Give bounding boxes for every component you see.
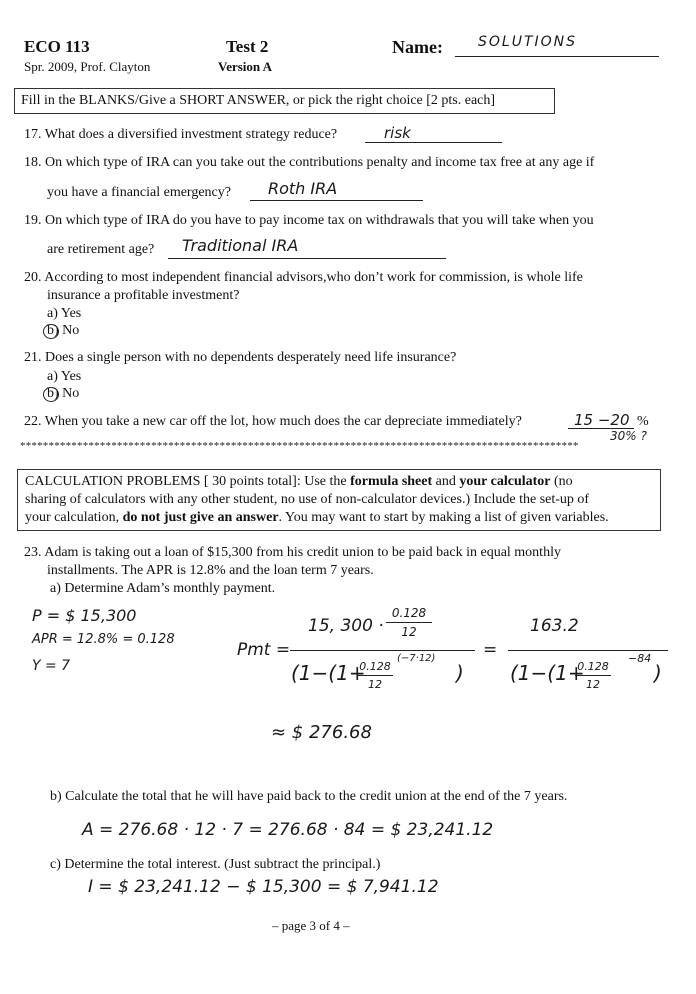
question-23-part-b: b) Calculate the total that he will have paid back to the credit union at the end of the 7 years. (50, 789, 568, 804)
divider-stars: ************************************************************************************************** (20, 440, 579, 452)
formula-sheet-emphasis: formula sheet (350, 474, 433, 489)
den2-rate-fraction (575, 660, 611, 691)
option-b-letter: b (47, 386, 54, 401)
num1-principal: 15, 300 · (308, 616, 384, 636)
question-23-line2: installments. The APR is 12.8% and the loan term 7 years. (47, 563, 374, 578)
fraction-bar-1 (290, 650, 475, 651)
test-version: Version A (218, 59, 273, 74)
den2-rate-top: 0.128 (577, 660, 609, 673)
num1-rate-fraction (386, 606, 432, 639)
calc-intro-line3: your calculation, do not just give an answer. You may want to start by making a list of given variables. (25, 510, 609, 525)
question-21: 21. Does a single person with no dependents desperately need life insurance? (24, 350, 457, 365)
pmt-label: Pmt = (237, 640, 291, 660)
den1-open: (1−(1+ (291, 661, 366, 685)
question-21-option-a: a) Yes (47, 369, 82, 384)
calculator-emphasis: your calculator (459, 474, 551, 489)
question-20-line1: 20. According to most independent financial advisors,who don’t work for commission, is whole life (24, 270, 583, 285)
question-20-option-a: a) Yes (47, 306, 82, 321)
answer-19: Traditional IRA (182, 236, 299, 255)
equals-sign: = (483, 640, 498, 660)
question-23-part-a: a) Determine Adam’s monthly payment. (50, 581, 276, 596)
part-c-answer: I = $ 23,241.12 − $ 15,300 = $ 7,941.12 (88, 877, 439, 897)
selected-circle-21 (43, 387, 59, 402)
selected-circle-20 (43, 324, 59, 339)
den2-close: ) (654, 661, 662, 685)
name-blank (455, 56, 659, 57)
question-19-line2: are retirement age? (47, 242, 155, 257)
answer-18: Roth IRA (268, 179, 338, 198)
var-years: Y = 7 (32, 658, 71, 674)
monthly-payment-result: ≈ $ 276.68 (271, 722, 372, 743)
question-17: 17. What does a diversified investment strategy reduce? (24, 127, 338, 142)
option-b-letter: b (47, 323, 54, 338)
answer-blank-17 (365, 142, 502, 143)
course-title: ECO 113 (24, 37, 90, 56)
den1-rate-top: 0.128 (359, 660, 391, 673)
den2-open: (1−(1+ (510, 661, 585, 685)
percent-sign-22: % (637, 414, 649, 429)
option-b-text: ) No (54, 386, 80, 401)
calc-intro-line1: CALCULATION PROBLEMS [ 30 points total]: Use the formula sheet and your calculator (no (25, 474, 573, 489)
den1-rate-fraction (357, 660, 393, 691)
no-answer-only-emphasis: do not just give an answer (122, 510, 279, 525)
answer-17: risk (384, 124, 411, 142)
option-b-text: ) No (54, 323, 80, 338)
num1-rate-bottom: 12 (401, 625, 417, 639)
question-23-part-c: c) Determine the total interest. (Just subtract the principal.) (50, 857, 381, 872)
question-18-line2: you have a financial emergency? (47, 185, 231, 200)
fraction-bar-2 (508, 650, 668, 651)
instruction-text: Fill in the BLANKS/Give a SHORT ANSWER, or pick the right choice [2 pts. each] (21, 93, 496, 108)
var-apr: APR = 12.8% = 0.128 (32, 632, 175, 647)
answer-blank-19 (168, 258, 446, 259)
var-principal: P = $ 15,300 (32, 606, 137, 625)
test-title: Test 2 (226, 37, 269, 56)
den2-exponent: −84 (628, 652, 652, 665)
question-18-line1: 18. On which type of IRA can you take out the contributions penalty and income tax free at any age if (24, 155, 595, 170)
den1-close: ) (456, 661, 464, 685)
name-label: Name: (392, 37, 443, 57)
den1-rate-bottom: 12 (368, 678, 382, 691)
answer-22: 15 −20 (574, 411, 630, 429)
question-22: 22. When you take a new car off the lot, how much does the car depreciate immediately? (24, 414, 522, 429)
den2-rate-bottom: 12 (586, 678, 600, 691)
page-number: – page 3 of 4 – (272, 918, 350, 933)
den1-exponent: (−7·12) (397, 653, 436, 664)
question-20-line2: insurance a profitable investment? (47, 288, 240, 303)
question-23-line1: 23. Adam is taking out a loan of $15,300 from his credit union to be paid back in equal monthly (24, 545, 561, 560)
num1-rate-top: 0.128 (391, 606, 427, 620)
course-term: Spr. 2009, Prof. Clayton (24, 59, 151, 74)
part-b-answer: A = 276.68 · 12 · 7 = 276.68 · 84 = $ 23,241.12 (82, 820, 494, 840)
num2-value: 163.2 (530, 616, 579, 636)
note-22: 30% ? (610, 429, 647, 443)
calc-intro-line2: sharing of calculators with any other student, no use of non-calculator devices.) Include the set-up of (25, 492, 590, 507)
question-19-line1: 19. On which type of IRA do you have to pay income tax on withdrawals that you will take when you (24, 213, 594, 228)
calculation-instructions-box (17, 469, 661, 531)
name-value: SOLUTIONS (478, 34, 578, 50)
answer-blank-18 (250, 200, 423, 201)
instruction-box (14, 88, 555, 114)
